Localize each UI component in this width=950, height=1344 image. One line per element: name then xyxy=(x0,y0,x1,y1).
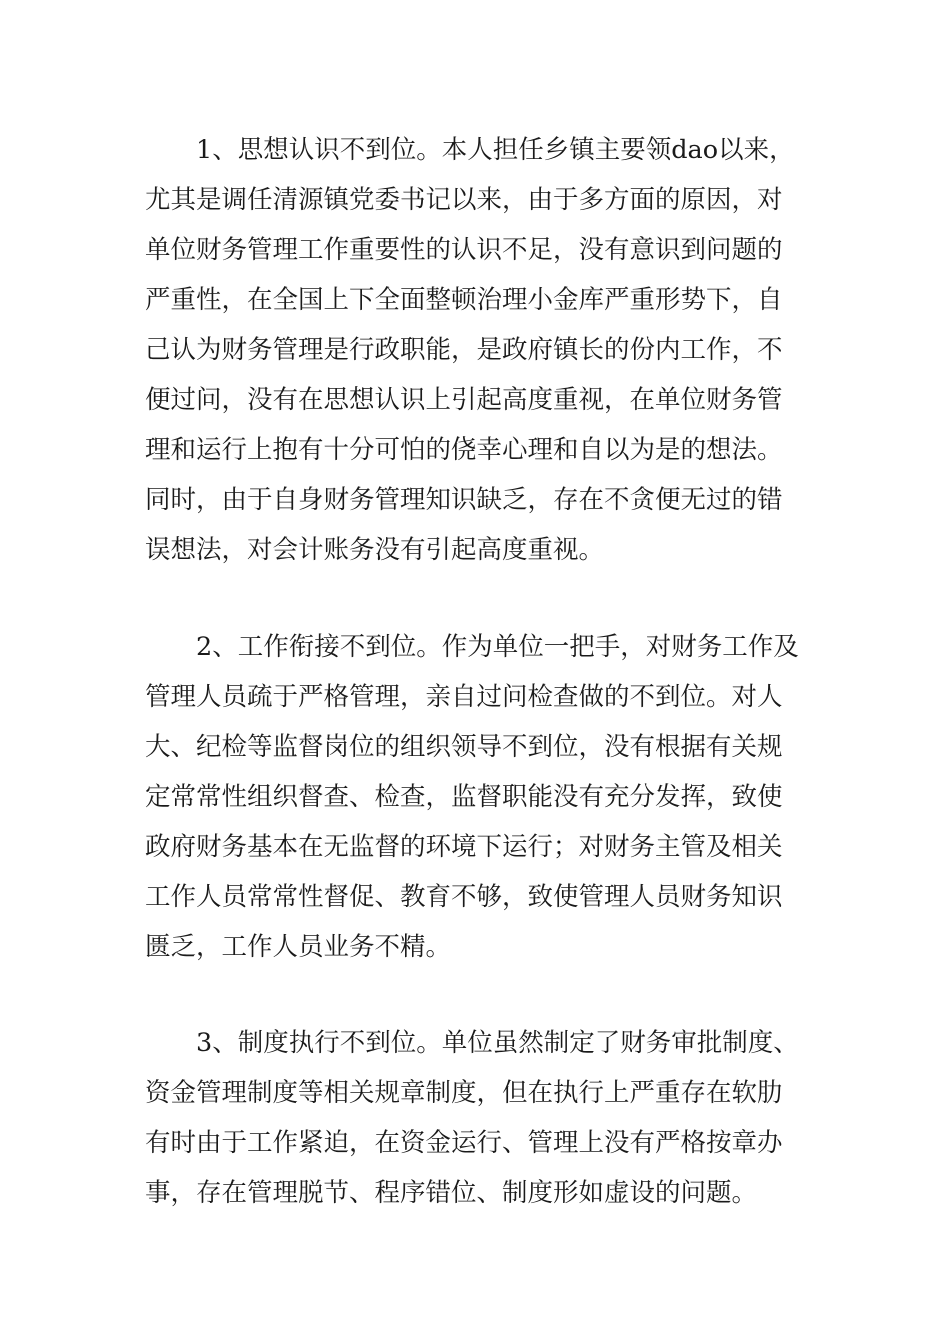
paragraph-1 xyxy=(145,125,795,575)
text-line: 政府财务基本在无监督的环境下运行；对财务主管及相关 xyxy=(145,832,783,862)
text-line: 单位财务管理工作重要性的认识不足，没有意识到问题的 xyxy=(145,235,783,265)
text-line: 定常常性组织督查、检查，监督职能没有充分发挥，致使 xyxy=(145,782,783,812)
text-line: 理和运行上抱有十分可怕的侥幸心理和自以为是的想法。 xyxy=(145,435,783,465)
text-line: 资金管理制度等相关规章制度，但在执行上严重存在软肋 xyxy=(145,1078,783,1108)
text-line: 同时，由于自身财务管理知识缺乏，存在不贪便无过的错 xyxy=(145,485,783,515)
text-line: 1、思想认识不到位。本人担任乡镇主要领dao以来， xyxy=(196,135,795,165)
text-line: 己认为财务管理是行政职能，是政府镇长的份内工作，不 xyxy=(145,335,783,365)
text-line: 便过问，没有在思想认识上引起高度重视，在单位财务管 xyxy=(145,385,783,415)
text-line: 事，存在管理脱节、程序错位、制度形如虚设的问题。 xyxy=(145,1178,758,1208)
text-line: 大、纪检等监督岗位的组织领导不到位，没有根据有关规 xyxy=(145,732,783,762)
text-line: 有时由于工作紧迫，在资金运行、管理上没有严格按章办 xyxy=(145,1128,783,1158)
text-line: 尤其是调任清源镇党委书记以来，由于多方面的原因，对 xyxy=(145,185,783,215)
paragraph-2 xyxy=(145,622,799,972)
paragraph-3 xyxy=(145,1018,799,1218)
text-line: 工作人员常常性督促、教育不够，致使管理人员财务知识 xyxy=(145,882,783,912)
text-line: 2、工作衔接不到位。作为单位一把手，对财务工作及 xyxy=(196,632,799,662)
text-line: 3、制度执行不到位。单位虽然制定了财务审批制度、 xyxy=(196,1028,799,1058)
text-line: 管理人员疏于严格管理，亲自过问检查做的不到位。对人 xyxy=(145,682,783,712)
text-line: 误想法，对会计账务没有引起高度重视。 xyxy=(145,535,605,565)
text-line: 匮乏，工作人员业务不精。 xyxy=(145,932,452,962)
text-line: 严重性，在全国上下全面整顿治理小金库严重形势下，自 xyxy=(145,285,783,315)
